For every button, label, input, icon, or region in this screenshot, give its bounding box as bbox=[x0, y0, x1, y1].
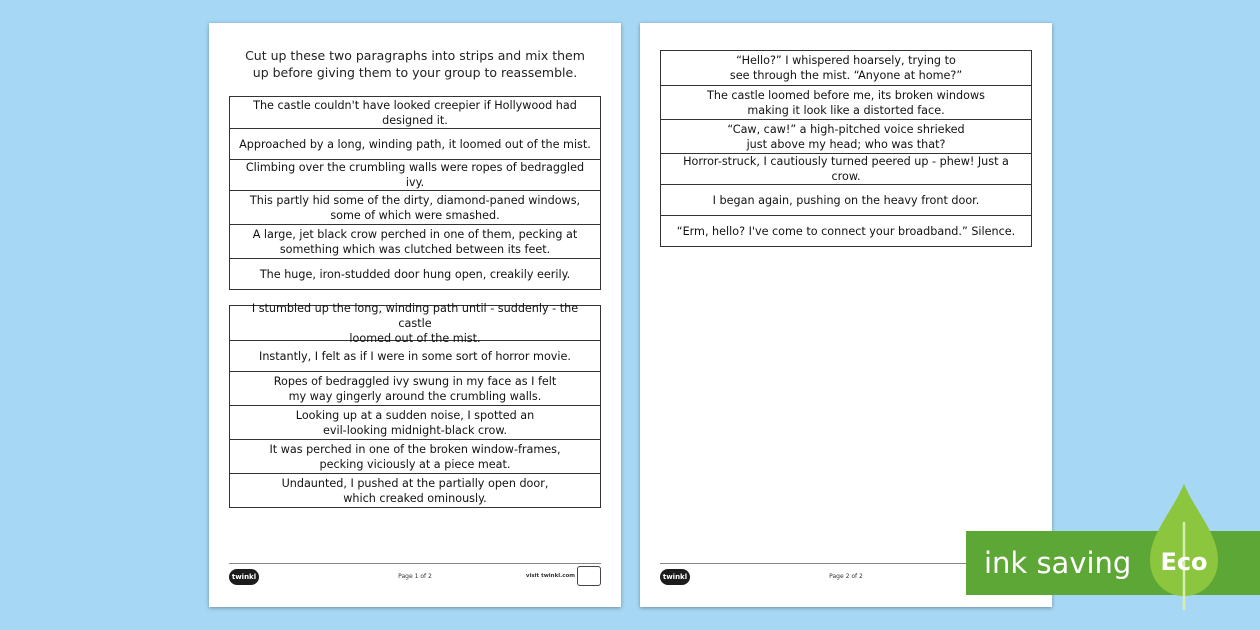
worksheet-page-1 bbox=[209, 23, 621, 607]
text-strip bbox=[661, 51, 1031, 85]
strip-text-line: my way gingerly around the crumbling walls. bbox=[288, 389, 542, 403]
strip-text-line: Undaunted, I pushed at the partially open door, bbox=[281, 476, 549, 490]
text-strip bbox=[661, 119, 1031, 153]
text-strip bbox=[230, 439, 600, 473]
strip-text-line: some of which were smashed. bbox=[330, 208, 500, 222]
strip-text-line: Instantly, I felt as if I were in some sort of horror movie. bbox=[259, 349, 571, 363]
text-strip bbox=[661, 184, 1031, 215]
instructions-line: up before giving them to your group to reassemble. bbox=[252, 65, 578, 80]
strip-text-line: pecking viciously at a piece meat. bbox=[319, 457, 511, 471]
strip-text-line: Ropes of bedraggled ivy swung in my face as I felt bbox=[273, 374, 557, 388]
strip-text-line: see through the mist. “Anyone at home?” bbox=[729, 69, 963, 82]
text-strip bbox=[230, 405, 600, 439]
strip-text-line: Horror-struck, I cautiously turned peered up - phew! Just a crow. bbox=[683, 155, 1009, 183]
visit-link[interactable]: visit twinkl.com bbox=[525, 573, 575, 579]
quality-badge-icon bbox=[577, 566, 601, 586]
text-strip bbox=[230, 128, 600, 159]
text-strip bbox=[661, 215, 1031, 246]
strip-text-line: evil-looking midnight-black crow. bbox=[322, 423, 508, 437]
strip-text-line: The castle loomed before me, its broken windows bbox=[707, 88, 985, 102]
footer-divider bbox=[229, 563, 601, 564]
strip-text-line: “Hello?” I whispered hoarsely, trying to bbox=[736, 54, 956, 67]
strip-text-line: The castle couldn't have looked creepier if Hollywood had designed it. bbox=[253, 98, 577, 127]
text-strip bbox=[661, 85, 1031, 119]
paragraph-strips-3 bbox=[660, 50, 1032, 247]
eco-leaf-drop-icon bbox=[1146, 482, 1222, 612]
paragraph-strips-1 bbox=[229, 96, 601, 290]
page-number: Page 2 of 2 bbox=[829, 573, 863, 580]
text-strip bbox=[230, 190, 600, 224]
instructions bbox=[229, 47, 601, 81]
strip-text-line: just above my head; who was that? bbox=[746, 137, 946, 151]
strip-text-line: something which was clutched between its feet. bbox=[279, 242, 551, 256]
twinkl-logo: twinkl bbox=[229, 569, 259, 585]
text-strip bbox=[230, 159, 600, 190]
strip-text-line: loomed out of the mist. bbox=[349, 331, 481, 345]
text-strip bbox=[661, 153, 1031, 184]
text-strip bbox=[230, 224, 600, 258]
strip-text-line: which creaked ominously. bbox=[343, 491, 487, 505]
instructions-line: Cut up these two paragraphs into strips and mix them bbox=[245, 48, 585, 63]
paragraph-strips-2 bbox=[229, 301, 601, 508]
strip-text-line: Looking up at a sudden noise, I spotted an bbox=[295, 408, 535, 422]
strip-text-line: This partly hid some of the dirty, diamond-paned windows, bbox=[249, 193, 581, 207]
strip-text-line: Climbing over the crumbling walls were ropes of bedraggled ivy. bbox=[245, 161, 585, 189]
text-strip bbox=[230, 473, 600, 507]
strip-text-line: I stumbled up the long, winding path until - suddenly - the castle bbox=[251, 301, 579, 330]
strip-text-line: The huge, iron-studded door hung open, creakily eerily. bbox=[259, 267, 571, 281]
text-strip bbox=[230, 301, 600, 345]
worksheet-page-2 bbox=[640, 23, 1052, 607]
strip-text-line: Approached by a long, winding path, it loomed out of the mist. bbox=[239, 137, 591, 151]
text-strip bbox=[230, 371, 600, 405]
text-strip bbox=[230, 258, 600, 289]
ink-saving-label: ink saving bbox=[984, 546, 1132, 580]
strip-text-line: It was perched in one of the broken window-frames, bbox=[269, 442, 561, 456]
text-strip bbox=[230, 97, 600, 128]
strip-text-line: I began again, pushing on the heavy front door. bbox=[712, 193, 980, 207]
page-number: Page 1 of 2 bbox=[398, 573, 432, 580]
strip-text-line: “Caw, caw!” a high-pitched voice shrieked bbox=[727, 122, 965, 136]
strip-text-line: A large, jet black crow perched in one of them, pecking at bbox=[252, 227, 578, 241]
eco-label: Eco bbox=[1160, 548, 1208, 576]
strip-text-line: “Erm, hello? I've come to connect your broadband.” Silence. bbox=[676, 224, 1016, 238]
twinkl-logo: twinkl bbox=[660, 569, 690, 585]
strip-text-line: making it look like a distorted face. bbox=[747, 103, 945, 117]
